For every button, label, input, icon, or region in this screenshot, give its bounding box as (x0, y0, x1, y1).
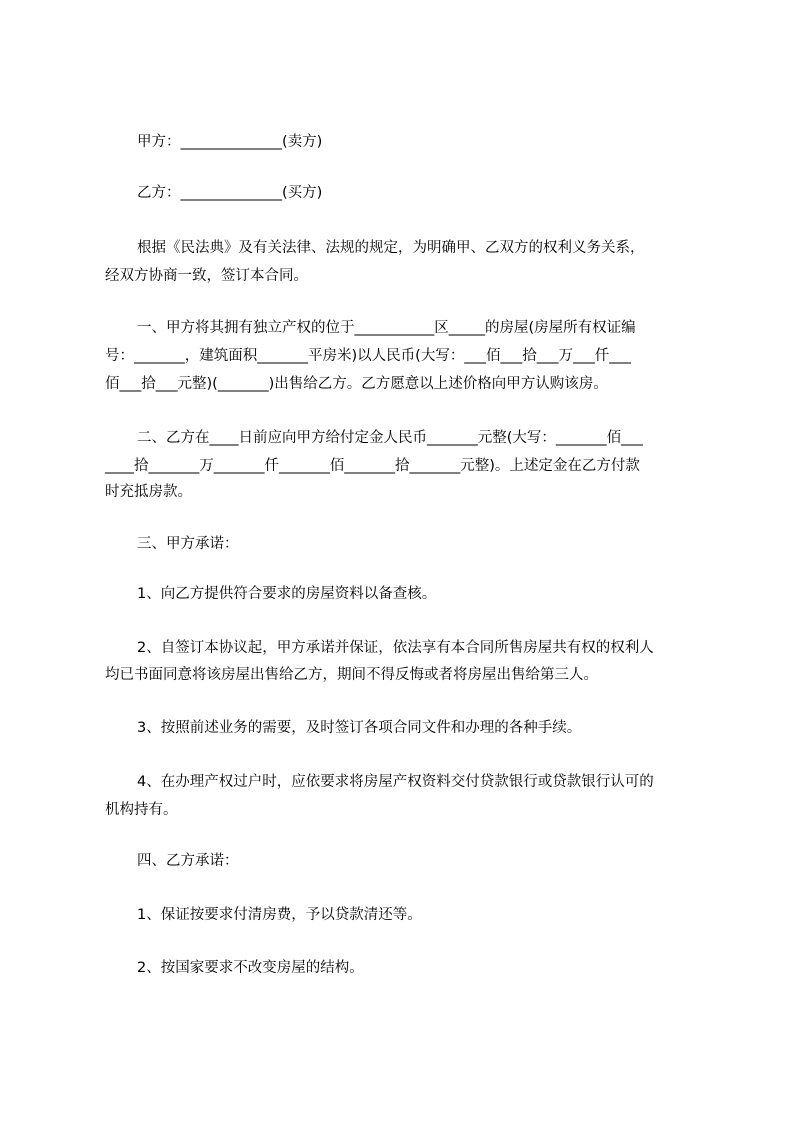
clause2-line-2: ____拾_______万_______仟_______佰_______拾_______元整)。上述定金在乙方付款 (105, 458, 640, 474)
preamble-line-1: 根据《民法典》及有关法律、法规的规定，为明确甲、乙双方的权利义务关系， (137, 240, 645, 256)
preamble-line-2: 经双方协商一致，签订本合同。 (105, 268, 308, 284)
section3-title: 三、甲方承诺： (137, 536, 239, 552)
party-a-line: 甲方：______________(卖方) (137, 134, 323, 150)
section4-item-2: 2、按国家要求不改变房屋的结构。 (137, 960, 364, 976)
section3-item-2-line-1: 2、自签订本协议起，甲方承诺并保证，依法享有本合同所售房屋共有权的权利人 (137, 640, 654, 656)
clause1-line-1: 一、甲方将其拥有独立产权的位于___________区_____的房屋(房屋所有权证编 (137, 320, 636, 336)
party-b-line: 乙方：______________(买方) (137, 185, 323, 201)
clause1-line-3: 佰___拾___元整)(_______)出售给乙方。乙方愿意以上述价格向甲方认购该房。 (105, 376, 608, 392)
section3-item-2-line-2: 均已书面同意将该房屋出售给乙方，期间不得反悔或者将房屋出售给第三人。 (105, 667, 598, 683)
section3-item-4-line-1: 4、在办理产权过户时，应依要求将房屋产权资料交付贷款银行或贷款银行认可的 (137, 774, 654, 790)
clause1-line-2: 号：_______，建筑面积_______平房米)以人民币(大写：___佰___拾___万___仟___ (105, 348, 632, 364)
section4-title: 四、乙方承诺： (137, 853, 239, 869)
section3-item-1: 1、向乙方提供符合要求的房屋资料以备查核。 (137, 586, 437, 602)
clause2-line-3: 时充抵房款。 (105, 484, 192, 500)
section3-item-3: 3、按照前述业务的需要，及时签订各项合同文件和办理的各种手续。 (137, 720, 582, 736)
section3-item-4-line-2: 机构持有。 (105, 802, 178, 818)
section4-item-1: 1、保证按要求付清房费，予以贷款清还等。 (137, 907, 422, 923)
clause2-line-1: 二、乙方在____日前应向甲方给付定金人民币_______元整(大写：_______佰___ (137, 430, 643, 446)
